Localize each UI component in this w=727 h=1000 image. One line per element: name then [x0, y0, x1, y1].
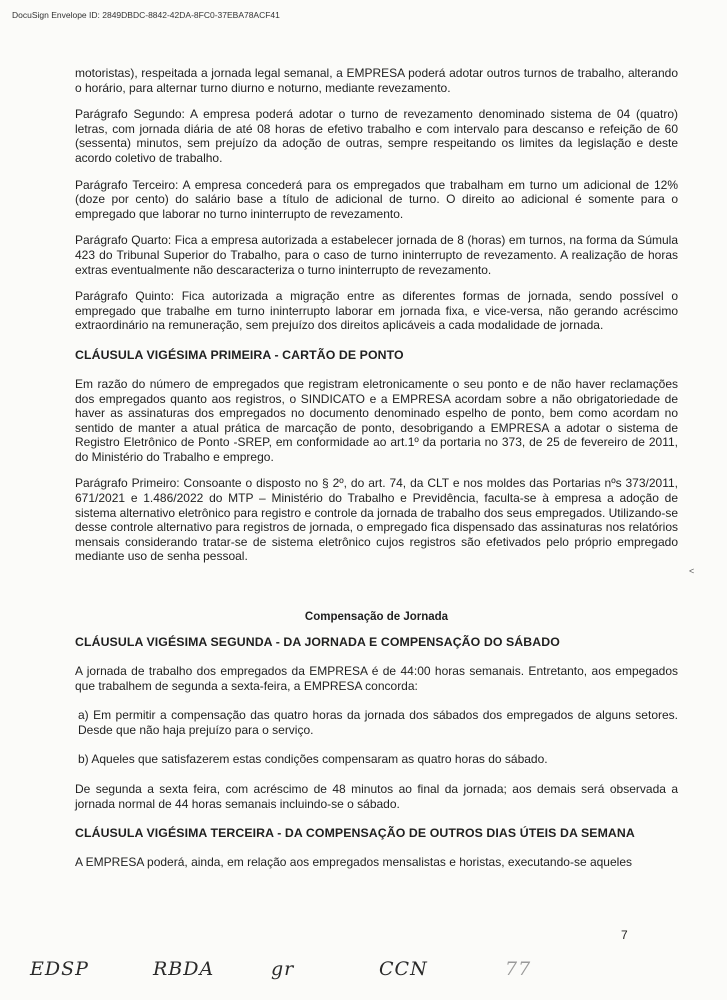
clause-23-heading: CLÁUSULA VIGÉSIMA TERCEIRA - DA COMPENSAÇÃO DE OUTROS DIAS ÚTEIS DA SEMANA	[75, 826, 635, 841]
clause-22-heading: CLÁUSULA VIGÉSIMA SEGUNDA - DA JORNADA E COMPENSAÇÃO DO SÁBADO	[75, 635, 560, 650]
paragraph-quarto: Parágrafo Quarto: Fica a empresa autorizada a estabelecer jornada de 8 (horas) em turnos, na forma da Súmula 423 do Tribunal Superior do Trabalho, para o caso de turno ininterrupto de revezamento. A realização de horas extras eventualmente não descaracteriza o turno ininterrupto de revezamento.	[75, 233, 678, 277]
clause-21-heading: CLÁUSULA VIGÉSIMA PRIMEIRA - CARTÃO DE PONTO	[75, 347, 404, 362]
paragraph-quinto: Parágrafo Quinto: Fica autorizada a migração entre as diferentes formas de jornada, sendo possível o empregado que trabalhe em turno ininterrupto laborar em jornada fixa, e vice-versa, não gerando acréscimo extraordinário na remuneração, sem prejuízo dos direitos aplicáveis a cada modalidade de jornada.	[75, 289, 678, 333]
margin-mark: <	[689, 566, 695, 576]
clause-22-text: A jornada de trabalho dos empregados da EMPRESA é de 44:00 horas semanais. Entretanto, aos empegados que trabalhem de segunda a sexta-feira, a EMPRESA concorda:	[75, 664, 678, 693]
initials-signature: CCN	[379, 958, 428, 980]
clause-21-paragraph-primeiro: Parágrafo Primeiro: Consoante o disposto no § 2º, do art. 74, da CLT e nos moldes das Portarias nºs 373/2011, 671/2021 e 1.486/2022 do MTP – Ministério do Trabalho e Previdência, faculta-se à empresa a adoção de sistema alternativo eletrônico para registro e controle da jornada de trabalho dos seus empregados. Utilizando-se desse controle alternativo para registros de jornada, o empregado fica dispensado das assinaturas nos relatórios mensais considerando tratar-se de sistema eletrônico cujos registros são efetivados pelo próprio empregado mediante uso de senha pessoal.	[75, 476, 679, 564]
docusign-envelope-id: DocuSign Envelope ID: 2849DBDC-8842-42DA-8FC0-37EBA78ACF41	[12, 10, 280, 20]
initials-signature: gr	[271, 958, 295, 980]
section-title: Compensação de Jornada	[304, 611, 449, 624]
clause-22-item-a: a) Em permitir a compensação das quatro horas da jornada dos sábados dos empregados de alguns setores. Desde que não haja prejuízo para o serviço.	[78, 708, 678, 737]
paragraph-segundo: Parágrafo Segundo: A empresa poderá adotar o turno de revezamento denominado sistema de 04 (quatro) letras, com jornada diária de até 08 horas de efetivo trabalho e com intervalo para descanso e refeição de 60 (sessenta) minutos, sem prejuízo da adoção de outras, sempre respeitando os limites da legislação e deste acordo coletivo de trabalho.	[75, 107, 678, 165]
page-number: 7	[621, 928, 628, 942]
paragraph-continuation: motoristas), respeitada a jornada legal semanal, a EMPRESA poderá adotar outros turnos de trabalho, alterando o horário, para alternar turno diurno e noturno, mediante revezamento.	[75, 66, 678, 95]
initials-signature: RBDA	[153, 958, 215, 980]
clause-22-closing: De segunda a sexta feira, com acréscimo de 48 minutos ao final da jornada; aos demais será observada a jornada normal de 44 horas semanais incluindo-se o sábado.	[75, 782, 678, 811]
initials-signature: 77	[505, 958, 532, 980]
paragraph-terceiro: Parágrafo Terceiro: A empresa concederá para os empregados que trabalham em turno um adicional de 12% (doze por cento) do salário base a título de adicional de turno. O direito ao adicional é somente para o empregado que laborar no turno ininterrupto de revezamento.	[75, 177, 678, 221]
initials-signature: EDSP	[30, 958, 89, 980]
clause-23-text: A EMPRESA poderá, ainda, em relação aos empregados mensalistas e horistas, executando-se aqueles	[75, 855, 632, 870]
clause-22-item-b: b) Aqueles que satisfazerem estas condições compensaram as quatro horas do sábado.	[78, 752, 548, 767]
document-body	[75, 66, 678, 870]
clause-21-text: Em razão do número de empregados que registram eletronicamente o seu ponto e de não haver reclamações dos empregados quanto aos registros, o SINDICATO e a EMPRESA acordam sobre a não obrigatoriedade de haver as assinaturas dos empregados no documento denominado espelho de ponto, bem como acordam no sentido de manter a atual prática de marcação de ponto, desobrigando a EMPRESA a adotar o sistema de Registro Eletrônico de Ponto -SREP, em conformidade ao art.1º da portaria no 373, de 25 de fevereiro de 2011, do Ministério do Trabalho e emprego.	[75, 376, 678, 464]
